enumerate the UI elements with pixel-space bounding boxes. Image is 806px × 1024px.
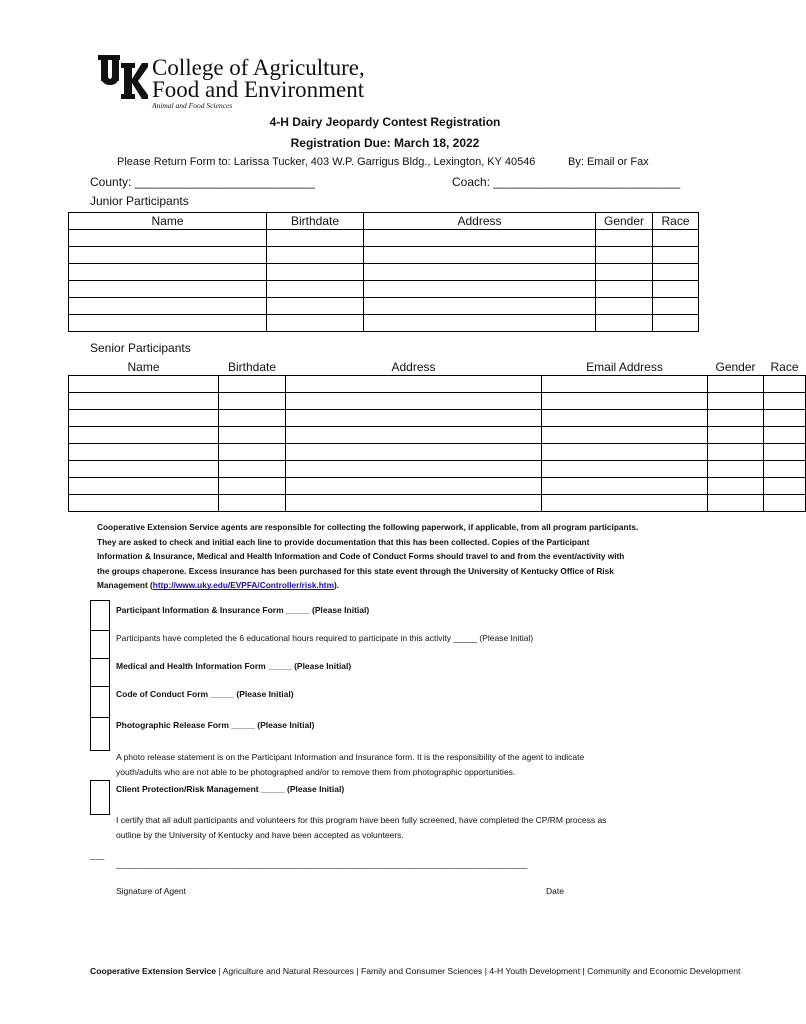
table-cell[interactable]: [764, 376, 806, 393]
table-cell[interactable]: [542, 410, 708, 427]
table-row[interactable]: [69, 281, 699, 298]
table-cell[interactable]: [69, 247, 267, 264]
table-cell[interactable]: [596, 281, 653, 298]
table-cell[interactable]: [69, 298, 267, 315]
table-cell[interactable]: [653, 230, 699, 247]
table-cell[interactable]: [286, 376, 542, 393]
table-cell[interactable]: [69, 264, 267, 281]
table-row[interactable]: [69, 376, 806, 393]
table-row[interactable]: [69, 427, 806, 444]
table-cell[interactable]: [364, 247, 596, 264]
risk-office-link[interactable]: http://www.uky.edu/EVPFA/Controller/risk.htm: [152, 580, 334, 591]
senior-heading: Senior Participants: [90, 341, 191, 355]
table-cell[interactable]: [364, 315, 596, 332]
table-cell[interactable]: [286, 444, 542, 461]
checkbox[interactable]: [90, 600, 110, 633]
county-field[interactable]: County: ___________________________: [90, 175, 315, 189]
col-birthdate: Birthdate: [219, 359, 286, 376]
table-row[interactable]: [69, 298, 699, 315]
table-cell[interactable]: [69, 393, 219, 410]
table-cell[interactable]: [69, 444, 219, 461]
table-cell[interactable]: [219, 478, 286, 495]
logo-department: Animal and Food Sciences: [152, 101, 233, 110]
table-cell[interactable]: [708, 461, 764, 478]
table-cell[interactable]: [219, 393, 286, 410]
signature-mark: ___: [90, 850, 105, 860]
table-row[interactable]: [69, 461, 806, 478]
col-name: Name: [69, 213, 267, 230]
check-item-educational-hours: Participants have completed the 6 educational hours required to participate in this activity _____ (Please Initial): [116, 633, 534, 643]
table-cell[interactable]: [596, 230, 653, 247]
table-row[interactable]: [69, 230, 699, 247]
check-item-photo-release: Photographic Release Form _____ (Please Initial): [116, 720, 315, 730]
table-cell[interactable]: [69, 495, 219, 512]
checkbox[interactable]: [90, 717, 110, 751]
table-cell[interactable]: [69, 461, 219, 478]
table-cell[interactable]: [286, 427, 542, 444]
table-cell[interactable]: [219, 495, 286, 512]
extension-notice: [97, 520, 677, 593]
table-cell[interactable]: [267, 264, 364, 281]
notice-line: They are asked to check and initial each line to provide documentation that this has been collected. Copies of the Participant: [97, 536, 590, 547]
table-cell[interactable]: [596, 264, 653, 281]
table-cell[interactable]: [708, 427, 764, 444]
table-cell[interactable]: [764, 427, 806, 444]
form-title: 4-H Dairy Jeopardy Contest Registration: [269, 115, 501, 129]
table-cell[interactable]: [286, 495, 542, 512]
table-cell[interactable]: [596, 298, 653, 315]
notice-line: Information & Insurance, Medical and Health Information and Code of Conduct Forms should travel to and from the event/activity with: [97, 551, 625, 562]
check-item-insurance: Participant Information & Insurance Form _____ (Please Initial): [116, 605, 370, 615]
junior-header-row: [69, 213, 699, 230]
table-cell[interactable]: [653, 298, 699, 315]
notice-text: Management (: [97, 580, 153, 591]
table-cell[interactable]: [69, 478, 219, 495]
table-cell[interactable]: [764, 393, 806, 410]
table-cell[interactable]: [219, 376, 286, 393]
notice-line: Cooperative Extension Service agents are responsible for collecting the following paperwork, if applicable, from all program participants.: [97, 522, 639, 532]
footer-programs: | Agriculture and Natural Resources | Family and Consumer Sciences | 4-H Youth Development | Community and Economic Development: [216, 966, 741, 976]
table-cell[interactable]: [764, 410, 806, 427]
table-cell[interactable]: [764, 495, 806, 512]
check-item-client-protection: Client Protection/Risk Management _____ (Please Initial): [116, 784, 345, 794]
table-row[interactable]: [69, 264, 699, 281]
uk-logo-icon: [98, 55, 148, 99]
photo-release-note: youth/adults who are not able to be photographed and/or to remove them from photographic opportunities.: [116, 767, 516, 777]
table-cell[interactable]: [542, 478, 708, 495]
col-race: Race: [653, 213, 699, 230]
certification-text: I certify that all adult participants and volunteers for this program have been fully screened, have completed the CP/RM process as: [116, 815, 607, 825]
logo-college-name-2: Food and Environment: [152, 77, 365, 102]
table-cell[interactable]: [267, 315, 364, 332]
table-cell[interactable]: [267, 298, 364, 315]
table-cell[interactable]: [69, 427, 219, 444]
col-email: Email Address: [542, 359, 708, 376]
table-cell[interactable]: [542, 393, 708, 410]
table-cell[interactable]: [708, 393, 764, 410]
col-gender: Gender: [596, 213, 653, 230]
notice-line: the groups chaperone. Excess insurance has been purchased for this state event through the University of Kentucky Office of Risk: [97, 565, 614, 576]
table-row[interactable]: [69, 247, 699, 264]
table-cell[interactable]: [764, 444, 806, 461]
notice-line: [97, 578, 677, 593]
table-row[interactable]: [69, 393, 806, 410]
table-cell[interactable]: [708, 376, 764, 393]
table-cell[interactable]: [764, 461, 806, 478]
table-cell[interactable]: [364, 230, 596, 247]
footer-org: Cooperative Extension Service: [90, 966, 217, 976]
check-item-medical: Medical and Health Information Form _____ (Please Initial): [116, 661, 352, 671]
table-cell[interactable]: [653, 315, 699, 332]
col-race: Race: [764, 359, 806, 376]
checkbox[interactable]: [90, 658, 110, 689]
table-cell[interactable]: [286, 478, 542, 495]
table-cell[interactable]: [267, 281, 364, 298]
signature-label: Signature of Agent: [116, 886, 186, 896]
table-cell[interactable]: [267, 247, 364, 264]
checkbox[interactable]: [90, 780, 110, 815]
date-label: Date: [546, 886, 564, 896]
table-cell[interactable]: [708, 444, 764, 461]
table-cell[interactable]: [542, 427, 708, 444]
table-cell[interactable]: [267, 230, 364, 247]
table-cell[interactable]: [219, 427, 286, 444]
table-cell[interactable]: [708, 478, 764, 495]
check-item-conduct: Code of Conduct Form _____ (Please Initial): [116, 689, 294, 699]
col-name: Name: [69, 359, 219, 376]
registration-due: Registration Due: March 18, 2022: [290, 136, 480, 150]
table-row[interactable]: [69, 315, 699, 332]
photo-release-note: A photo release statement is on the Participant Information and Insurance form. It is the responsibility of the agent to indicate: [116, 752, 585, 762]
table-cell[interactable]: [219, 444, 286, 461]
junior-heading: Junior Participants: [90, 194, 189, 208]
table-row[interactable]: [69, 495, 806, 512]
table-cell[interactable]: [69, 281, 267, 298]
senior-header-row: [69, 359, 806, 376]
certification-text: outline by the University of Kentucky and have been accepted as volunteers.: [116, 830, 404, 840]
table-cell[interactable]: [596, 315, 653, 332]
table-cell[interactable]: [69, 230, 267, 247]
table-cell[interactable]: [219, 410, 286, 427]
col-address: Address: [286, 359, 542, 376]
footer: [90, 966, 740, 976]
table-cell[interactable]: [653, 264, 699, 281]
signature-line[interactable]: _______________________________________________________________________________________: [116, 859, 528, 869]
table-cell[interactable]: [364, 281, 596, 298]
notice-text: ).: [333, 580, 340, 591]
senior-table: [68, 359, 806, 512]
table-cell[interactable]: [286, 410, 542, 427]
table-cell[interactable]: [219, 461, 286, 478]
table-cell[interactable]: [708, 495, 764, 512]
table-cell[interactable]: [542, 444, 708, 461]
table-cell[interactable]: [542, 376, 708, 393]
table-cell[interactable]: [764, 478, 806, 495]
table-cell[interactable]: [364, 264, 596, 281]
table-cell[interactable]: [596, 247, 653, 264]
logo-college-name: College of Agriculture,: [152, 55, 365, 80]
table-cell[interactable]: [286, 461, 542, 478]
checkbox[interactable]: [90, 630, 110, 661]
junior-table: [68, 212, 699, 332]
table-cell[interactable]: [653, 281, 699, 298]
table-cell[interactable]: [653, 247, 699, 264]
return-method: By: Email or Fax: [568, 156, 649, 168]
table-row[interactable]: [69, 410, 806, 427]
table-cell[interactable]: [69, 410, 219, 427]
table-row[interactable]: [69, 478, 806, 495]
table-cell[interactable]: [708, 410, 764, 427]
table-cell[interactable]: [69, 315, 267, 332]
coach-field[interactable]: Coach: ____________________________: [452, 175, 681, 189]
table-row[interactable]: [69, 444, 806, 461]
return-address: Please Return Form to: Larissa Tucker, 403 W.P. Garrigus Bldg., Lexington, KY 40546: [117, 156, 536, 168]
checkbox[interactable]: [90, 686, 110, 720]
table-cell[interactable]: [542, 495, 708, 512]
col-address: Address: [364, 213, 596, 230]
table-cell[interactable]: [69, 376, 219, 393]
table-cell[interactable]: [542, 461, 708, 478]
table-cell[interactable]: [286, 393, 542, 410]
table-cell[interactable]: [364, 298, 596, 315]
col-birthdate: Birthdate: [267, 213, 364, 230]
col-gender: Gender: [708, 359, 764, 376]
